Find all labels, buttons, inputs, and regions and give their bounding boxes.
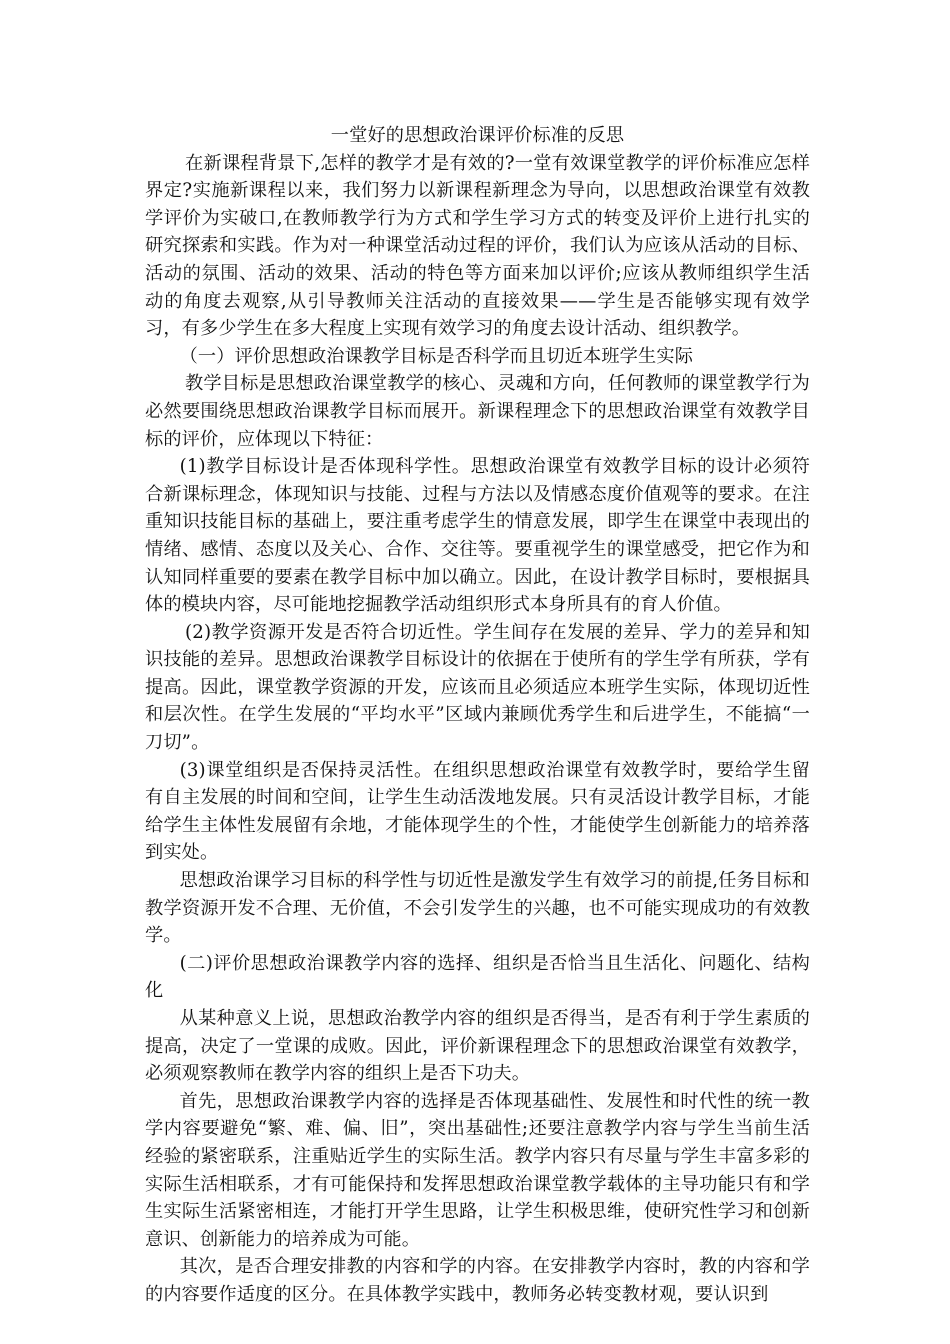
body-paragraph: 教学目标是思想政治课堂教学的核心、灵魂和方向，任何教师的课堂教学行为必然要围绕思想政治课教学目标而展开。新课程理念下的思想政治课堂有效教学目标的评价，应体现以下特征： bbox=[145, 373, 810, 450]
body-paragraph: 首先，思想政治课教学内容的选择是否体现基础性、发展性和时代性的统一教学内容要避免“繁、难、偏、旧”，突出基础性;还要注意教学内容与学生当前生活经验的紧密联系，注重贴近学生的实际生活。教学内容只有尽量与学生丰富多彩的实际生活相联系，才有可能保持和发挥思想政治课堂教学载体的主导功能只有和学生实际生活紧密相连，才能打开学生思路，让学生积极思维，使研究性学习和创新意识、创新能力的培养成为可能。 bbox=[145, 1090, 810, 1250]
list-item-paragraph: (1)教学目标设计是否体现科学性。思想政治课堂有效教学目标的设计必须符合新课标理念，体现知识与技能、过程与方法以及情感态度价值观等的要求。在注重知识技能目标的基础上，要注重考虑学生的情意发展，即学生在课堂中表现出的情绪、感情、态度以及关心、合作、交往等。要重视学生的课堂感受，把它作为和认知同样重要的要素在教学目标中加以确立。因此，在设计教学目标时，要根据具体的模块内容，尽可能地挖掘教学活动组织形式本身所具有的育人价值。 bbox=[145, 456, 810, 616]
body-paragraph: 从某种意义上说，思想政治教学内容的组织是否得当，是否有利于学生素质的提高，决定了一堂课的成败。因此，评价新课程理念下的思想政治课堂有效教学，必须观察教师在教学内容的组织上是否下功夫。 bbox=[145, 1008, 810, 1085]
section-heading-2: (二)评价思想政治课教学内容的选择、组织是否恰当且生活化、问题化、结构化 bbox=[145, 952, 810, 1002]
section-heading-1: （一）评价思想政治课教学目标是否科学而且切近本班学生实际 bbox=[179, 345, 694, 367]
intro-paragraph: 在新课程背景下,怎样的教学才是有效的?一堂有效课堂教学的评价标准应怎样界定?实施新课程以来，我们努力以新课程新理念为导向，以思想政治课堂有效教学评价为实破口,在教师教学行为方式和学生学习方式的转变及评价上进行扎实的研究探索和实践。作为对一种课堂活动过程的评价，我们认为应该从活动的目标、活动的氛围、活动的效果、活动的特色等方面来加以评价;应该从教师组织学生活动的角度去观察,从引导教师关注活动的直接效果——学生是否能够实现有效学习，有多少学生在多大程度上实现有效学习的角度去设计活动、组织教学。 bbox=[145, 152, 810, 340]
body-paragraph: 其次，是否合理安排教的内容和学的内容。在安排教学内容时，教的内容和学的内容要作适度的区分。在具体教学实践中，教师务必转变教材观，要认识到 bbox=[145, 1256, 810, 1305]
document-page bbox=[145, 122, 810, 1309]
list-item-paragraph: (3)课堂组织是否保持灵活性。在组织思想政治课堂有效教学时，要给学生留有自主发展的时间和空间，让学生生动活泼地发展。只有灵活设计教学目标，才能给学生主体性发展留有余地，才能体现学生的个性，才能使学生创新能力的培养落到实处。 bbox=[145, 759, 810, 864]
list-item-paragraph: (2)教学资源开发是否符合切近性。学生间存在发展的差异、学力的差异和知识技能的差异。思想政治课教学目标设计的依据在于使所有的学生学有所获，学有提高。因此，课堂教学资源的开发，应该而且必须适应本班学生实际，体现切近性和层次性。在学生发展的“平均水平”区域内兼顾优秀学生和后进学生，不能搞“一刀切”。 bbox=[145, 621, 810, 754]
body-paragraph: 思想政治课学习目标的科学性与切近性是激发学生有效学习的前提,任务目标和教学资源开发不合理、无价值，不会引发学生的兴趣，也不可能实现成功的有效教学。 bbox=[145, 870, 810, 947]
document-title: 一堂好的思想政治课评价标准的反思 bbox=[330, 125, 625, 146]
